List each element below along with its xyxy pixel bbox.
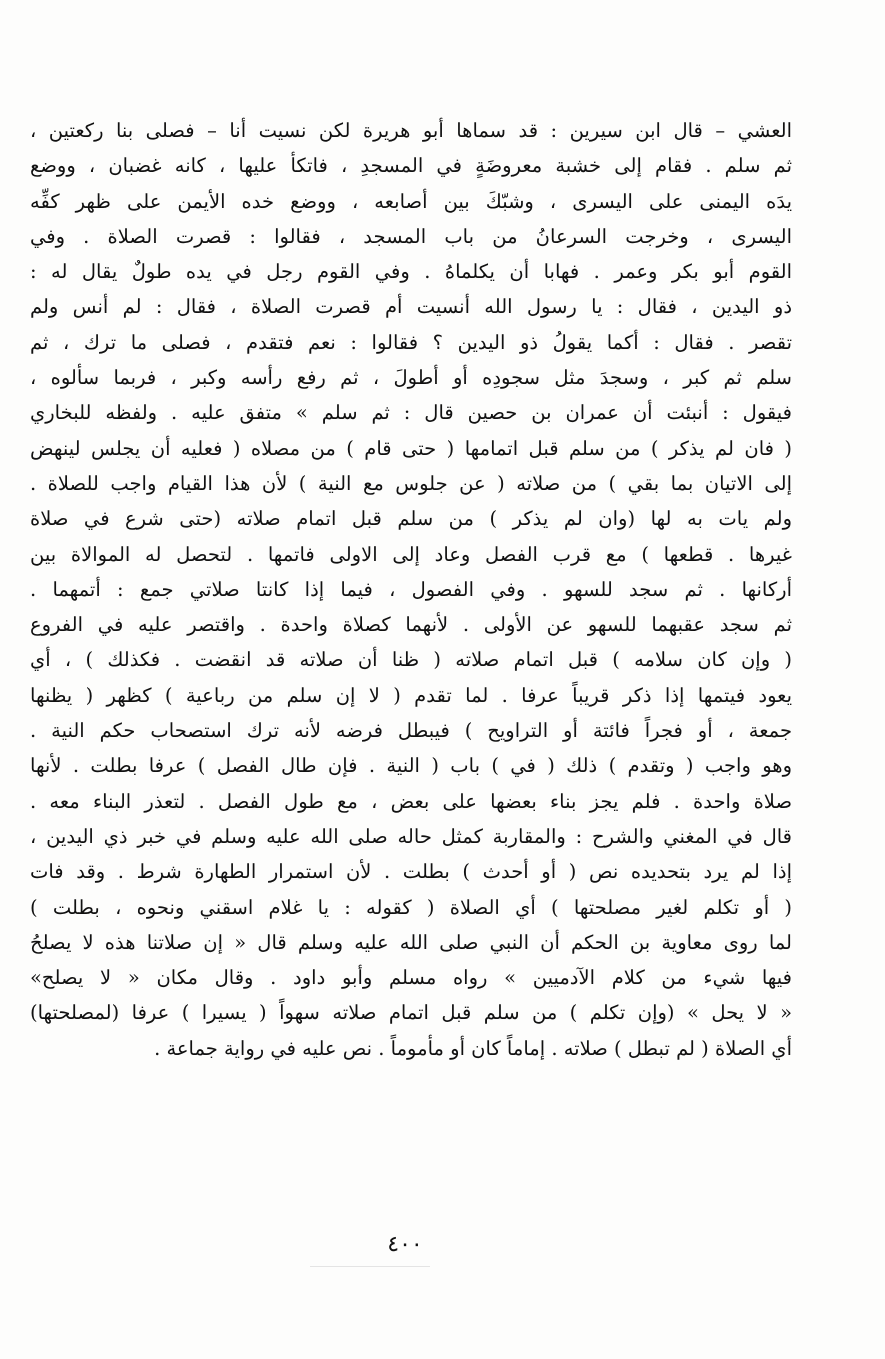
text-line: فيها شيء من كلام الآدميين » رواه مسلم وأبو داود . وقال مكان « لا يصلح»: [30, 966, 792, 990]
bottom-rule: [310, 1266, 430, 1267]
text-line: ثم سجد عقبهما للسهو عن الأولى . لأنهما كصلاة واحدة . واقتصر عليه في الفروع: [30, 613, 792, 637]
text-line: غيرها . قطعها ) مع قرب الفصل وعاد إلى الاولى فاتمها . لتحصل له الموالاة بين: [30, 542, 792, 566]
text-line: ثم سلم . فقام إلى خشبة معروضَةٍ في المسجدِ ، فاتكأ عليها ، كانه غضبان ، ووضع: [30, 154, 792, 178]
text-line: صلاة واحدة . فلم يجز بناء بعضها على بعض ، مع طول الفصل . لتعذر البناء معه .: [30, 789, 792, 813]
page-number: ٤٠٠: [387, 1232, 423, 1257]
text-line: أركانها . ثم سجد للسهو . وفي الفصول ، فيما إذا كانتا صلاتي جمع : أتمهما .: [30, 577, 792, 601]
text-line: ( أو تكلم لغير مصلحتها ) أي الصلاة ( كقوله : يا غلام اسقني ونحوه ، بطلت ): [30, 895, 792, 919]
text-line: لما روى معاوية بن الحكم أن النبي صلى الله عليه وسلم قال « إن صلاتنا هذه لا يصلحُ: [30, 930, 792, 954]
text-line: اليسرى ، وخرجت السرعانُ من باب المسجد ، فقالوا : قصرت الصلاة . وفي: [30, 224, 792, 248]
text-line: جمعة ، أو فجراً فائتة أو التراويح ) فيبطل فرضه لأنه ترك استصحاب حكم النية .: [30, 719, 792, 743]
text-line: تقصر . فقال : أكما يقولُ ذو اليدين ؟ فقالوا : نعم فتقدم ، فصلى ما ترك ، ثم: [30, 330, 792, 354]
text-line: أي الصلاة ( لم تبطل ) صلاته . إماماً كان أو مأموماً . نص عليه في رواية جماعة .: [154, 1036, 792, 1060]
text-line: إذا لم يرد بتحديده نص ( أو أحدث ) بطلت . لأن استمرار الطهارة شرط . وقد فات: [30, 860, 792, 884]
text-line: ذو اليدين ، فقال : يا رسول الله أنسيت أم قصرت الصلاة ، فقال : لم أنس ولم: [30, 295, 792, 319]
text-line: « لا يحل » (وإن تكلم ) من سلم قبل اتمام صلاته سهواً ( يسيرا ) عرفا (لمصلحتها): [30, 1001, 792, 1025]
text-line: ( فان لم يذكر ) من سلم قبل اتمامها ( حتى قام ) من مصلاه ( فعليه أن يجلس لينهض: [30, 436, 792, 460]
text-line: قال في المغني والشرح : والمقاربة كمثل حاله صلى الله عليه وسلم في خبر ذي اليدين ،: [30, 824, 792, 848]
text-line: إلى الاتيان بما بقي ) من صلاته ( عن جلوس مع النية ) لأن هذا القيام واجب للصلاة .: [30, 471, 792, 495]
text-line: سلم ثم كبر ، وسجدَ مثل سجودِه أو أطولَ ، ثم رفع رأسه وكبر ، فربما سألوه ،: [30, 366, 792, 390]
text-line: العشي – قال ابن سيرين : قد سماها أبو هريرة لكن نسيت أنا – فصلى بنا ركعتين ،: [30, 119, 792, 142]
text-line: القوم أبو بكر وعمر . فهابا أن يكلماهُ . وفي القوم رجل في يده طولٌ يقال له :: [30, 260, 792, 284]
text-line: يدَه اليمنى على اليسرى ، وشبّكَ بين أصابعه ، ووضع خده الأيمن على ظهر كفِّه: [30, 189, 792, 213]
text-line: ( وإن كان سلامه ) قبل اتمام صلاته ( ظنا أن صلاته قد انقضت . فكذلك ) ، أي: [30, 648, 792, 672]
body-text: [30, 113, 792, 1066]
text-line: يعود فيتمها إذا ذكر قريباً عرفا . لما تقدم ( لا إن سلم من رباعية ) كظهر ( يظنها: [30, 683, 792, 707]
text-line: وهو واجب ( وتقدم ) ذلك ( في ) باب ( النية . فإن طال الفصل ) عرفا بطلت . لأنها: [30, 754, 792, 778]
text-line: فيقول : أنبئت أن عمران بن حصين قال : ثم سلم » متفق عليه . ولفظه للبخاري: [30, 401, 792, 425]
text-line: ولم يات به لها (وان لم يذكر ) من سلم قبل اتمام صلاته (حتى شرع في صلاة: [30, 507, 792, 531]
